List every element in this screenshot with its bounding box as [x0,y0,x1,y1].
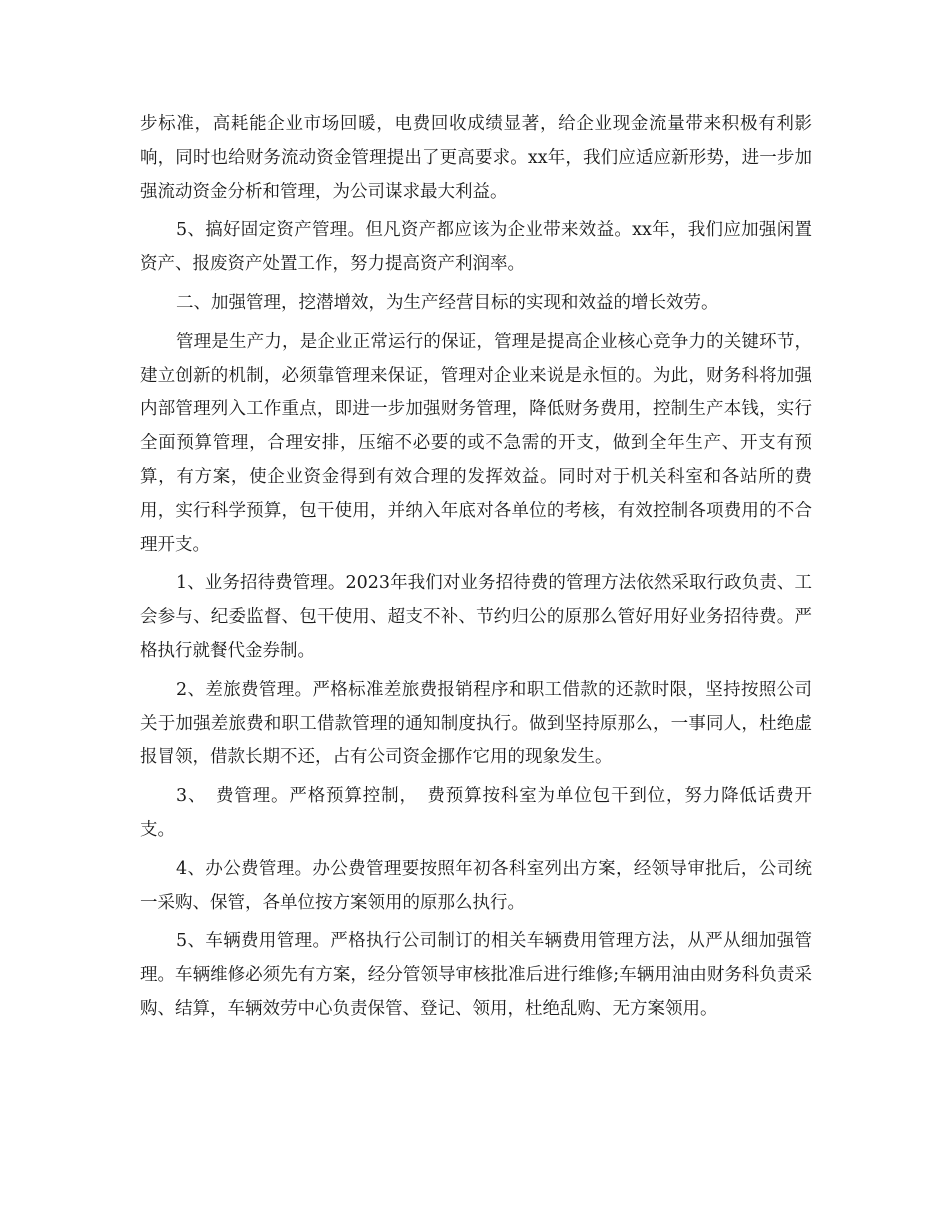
paragraph-office-fees: 4、办公费管理。办公费管理要按照年初各科室列出方案，经领导审批后，公司统一采购、保管，各单位按方案领用的原那么执行。 [140,858,812,913]
paragraph-fixed-assets: 5、搞好固定资产管理。但凡资产都应该为企业带来效益。xx年，我们应加强闲置资产、报废资产处置工作，努力提高资产利润率。 [140,220,812,275]
paragraph-continuation: 步标准，高耗能企业市场回暖，电费回收成绩显著，给企业现金流量带来积极有利影响，同时也给财务流动资金管理提出了更高要求。xx年，我们应适应新形势，进一步加强流动资金分析和管理，为公司谋求最大利益。 [140,114,812,202]
paragraph-hospitality-fees: 1、业务招待费管理。2023年我们对业务招待费的管理方法依然采取行政负责、工会参与、纪委监督、包干使用、超支不补、节约归公的原那么管好用好业务招待费。严格执行就餐代金券制。 [140,573,812,661]
paragraph-phone-fees: 3、 费管理。严格预算控制， 费预算按科室为单位包干到位，努力降低话费开支。 [140,786,812,840]
paragraph-vehicle-fees: 5、车辆费用管理。严格执行公司制订的相关车辆费用管理方法，从严从细加强管理。车辆维修必须先有方案，经分管领导审核批准后进行维修;车辆用油由财务科负责采购、结算，车辆效劳中心负责保管、登记、领用，杜绝乱购、无方案领用。 [140,931,812,1019]
paragraph-management: 管理是生产力，是企业正常运行的保证，管理是提高企业核心竞争力的关键环节，建立创新的机制，必须靠管理来保证，管理对企业来说是永恒的。为此，财务科将加强内部管理列入工作重点，即进一步加强财务管理，降低财务费用，控制生产本钱，实行全面预算管理，合理安排，压缩不必要的或不急需的开支，做到全年生产、开支有预算，有方案，使企业资金得到有效合理的发挥效益。同时对于机关科室和各站所的费用，实行科学预算，包干使用，并纳入年底对各单位的考核，有效控制各项费用的不合理开支。 [140,331,812,555]
paragraph-travel-fees: 2、差旅费管理。严格标准差旅费报销程序和职工借款的还款时限，坚持按照公司关于加强差旅费和职工借款管理的通知制度执行。做到坚持原那么，一事同人，杜绝虚报冒领，借款长期不还，占有公司资金挪作它用的现象发生。 [140,679,812,768]
paragraph-section-two-heading: 二、加强管理，挖潜增效，为生产经营目标的实现和效益的增长效劳。 [176,292,719,313]
document-body [140,108,812,1032]
